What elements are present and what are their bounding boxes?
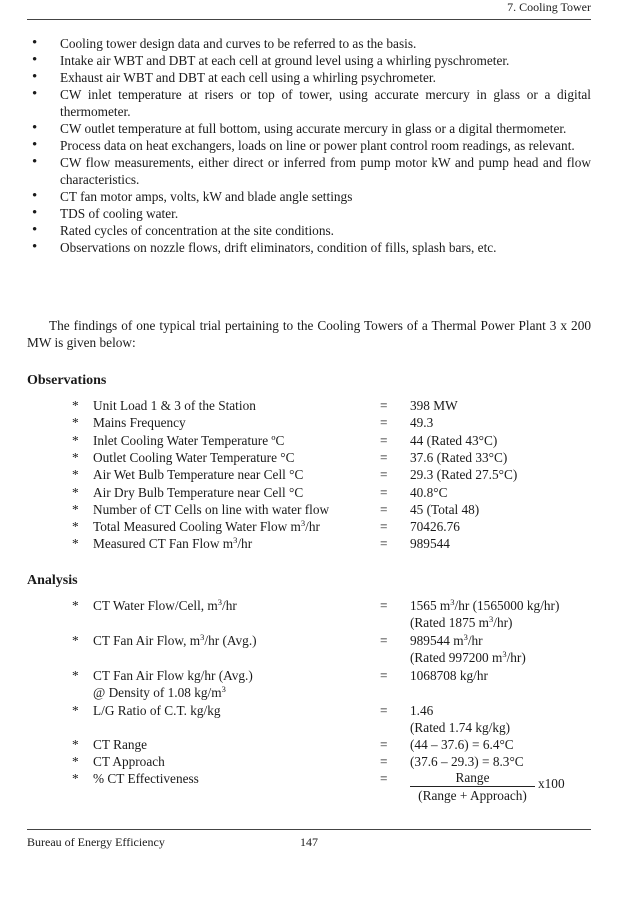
row-value: 1.46 [410, 703, 434, 718]
equals-sign: = [380, 398, 388, 413]
table-row [0, 736, 638, 753]
table-row [0, 649, 638, 666]
asterisk-marker: * [72, 398, 79, 413]
asterisk-marker: * [72, 771, 79, 786]
row-value: 37.6 (Rated 33°C) [410, 449, 508, 465]
equals-sign: = [380, 598, 388, 613]
table-row [0, 684, 638, 701]
table-row [0, 414, 638, 431]
table-row [0, 614, 638, 631]
row-label: Air Dry Bulb Temperature near Cell °C [93, 484, 304, 500]
observations-heading: Observations [27, 373, 107, 388]
asterisk-marker: * [72, 467, 79, 483]
equals-sign: = [380, 771, 388, 786]
row-label: Air Wet Bulb Temperature near Cell °C [93, 467, 304, 483]
asterisk-marker: * [72, 668, 79, 683]
footer-organization: Bureau of Energy Efficiency [27, 835, 165, 849]
rated-value: (Rated 1875 $m^3/hr$) [410, 614, 513, 630]
list-item: • Process data on heat exchangers, loads on line or power plant control room readings, as relevant. [32, 137, 575, 153]
row-value: 989544 [410, 536, 450, 552]
bullet-icon: • [32, 205, 38, 221]
equals-sign: = [380, 754, 388, 769]
row-label: CT Water Flow/Cell, $m^3/hr$ [93, 597, 237, 613]
bullet-icon: • [32, 35, 38, 51]
row-label: Total Measured Cooling Water Flow $m^3/hr$ [93, 518, 320, 535]
asterisk-marker: * [72, 484, 79, 500]
row-value: 398 MW [410, 398, 458, 413]
table-row [0, 518, 638, 535]
equals-sign: = [380, 484, 388, 500]
row-label: CT Fan Air Flow, $m^3/hr$ (Avg.) [93, 632, 257, 648]
table-row [0, 466, 638, 483]
equals-sign: = [380, 467, 388, 483]
table-row [0, 397, 638, 414]
asterisk-marker: * [72, 519, 79, 535]
row-label: Unit Load 1 & 3 of the Station [93, 398, 256, 413]
asterisk-marker: * [72, 633, 79, 648]
asterisk-marker: * [72, 432, 79, 448]
equals-sign: = [380, 703, 388, 718]
bullet-icon: • [32, 222, 38, 238]
equals-sign: = [380, 633, 388, 648]
equals-sign: = [380, 415, 388, 431]
intro-paragraph: The findings of one typical trial pertaining to the Cooling Towers of a Thermal Power Plant 3 x 200 MW is given below: [27, 318, 591, 350]
measurement-bullet-list [27, 35, 591, 256]
row-label: L/G Ratio of C.T. kg/kg [93, 703, 221, 718]
row-value: (37.6 – 29.3) = 8.3°C [410, 754, 524, 769]
bullet-icon: • [32, 120, 38, 136]
row-sublabel: @ Density of 1.08 $kg/m^3$ [93, 684, 226, 700]
row-value: 45 (Total 48) [410, 501, 480, 517]
asterisk-marker: * [72, 415, 79, 431]
table-row [0, 719, 638, 736]
table-row [0, 632, 638, 649]
table-row [0, 702, 638, 719]
bullet-icon: • [32, 69, 38, 85]
row-label: Outlet Cooling Water Temperature °C [93, 449, 295, 465]
row-label: Inlet Cooling Water Temperature ºC [93, 432, 285, 448]
equals-sign: = [380, 536, 388, 552]
table-row [0, 597, 638, 614]
row-value: 70426.76 [410, 519, 460, 535]
list-item: • Cooling tower design data and curves to be referred to as the basis. [32, 35, 417, 51]
row-label: CT Range [93, 737, 148, 752]
equals-sign: = [380, 432, 388, 448]
equals-sign: = [380, 668, 388, 683]
row-value: 1565 $m^3/hr$ (1565000 kg/hr) [410, 597, 560, 613]
list-item: • CW outlet temperature at full bottom, using accurate mercury in glass or a digital thermometer. [32, 120, 567, 136]
asterisk-marker: * [72, 737, 79, 752]
list-item: • Observations on nozzle flows, drift eliminators, condition of fills, splash bars, etc. [32, 239, 497, 255]
table-row [0, 432, 638, 449]
equals-sign: = [380, 519, 388, 535]
rated-value: (Rated 997200 $m^3/hr$) [410, 649, 526, 665]
list-item: • CW flow measurements, either direct or inferred from pump motor kW and pump head and flow characteristics. [32, 154, 591, 187]
asterisk-marker: * [72, 598, 79, 613]
row-value: 989544 $m^3/hr$ [410, 632, 483, 648]
row-value: 29.3 (Rated 27.5°C) [410, 467, 518, 483]
asterisk-marker: * [72, 754, 79, 769]
bullet-icon: • [32, 86, 38, 102]
page-number: 147 [300, 835, 318, 849]
row-label: Number of CT Cells on line with water flow [93, 501, 330, 517]
row-value: 1068708 kg/hr [410, 668, 488, 683]
bullet-icon: • [32, 52, 38, 68]
list-item: • Exhaust air WBT and DBT at each cell using a whirling psychrometer. [32, 69, 436, 85]
asterisk-marker: * [72, 501, 79, 517]
running-header-title: 7. Cooling Tower [507, 0, 591, 14]
table-row [0, 753, 638, 770]
analysis-heading: Analysis [27, 573, 78, 588]
rated-value: (Rated 1.74 kg/kg) [410, 720, 511, 735]
row-value: 40.8°C [410, 484, 448, 500]
list-item: • Rated cycles of concentration at the site conditions. [32, 222, 334, 238]
fraction-denominator: (Range + Approach) [418, 788, 527, 803]
row-label: CT Approach [93, 754, 165, 769]
row-label: Mains Frequency [93, 415, 186, 431]
equals-sign: = [380, 449, 388, 465]
row-value: (44 – 37.6) = 6.4°C [410, 737, 514, 752]
header-rule [27, 19, 591, 20]
footer-rule [27, 829, 591, 830]
effectiveness-fraction [410, 769, 535, 804]
bullet-icon: • [32, 239, 38, 255]
equals-sign: = [380, 501, 388, 517]
list-item: • Intake air WBT and DBT at each cell at ground level using a whirling pyschrometer. [32, 52, 510, 68]
table-row [0, 667, 638, 684]
row-value: 49.3 [410, 415, 434, 431]
row-value: 44 (Rated 43°C) [410, 432, 498, 448]
asterisk-marker: * [72, 536, 79, 552]
row-label: CT Fan Air Flow kg/hr (Avg.) [93, 668, 253, 683]
table-row [0, 535, 638, 552]
asterisk-marker: * [72, 449, 79, 465]
list-item: • TDS of cooling water. [32, 205, 179, 221]
multiplier-text: x100 [538, 776, 565, 791]
table-row [0, 501, 638, 518]
row-label: % CT Effectiveness [93, 771, 199, 786]
list-item: • CW inlet temperature at risers or top of tower, using accurate mercury in glass or a digital thermometer. [32, 86, 591, 119]
bullet-icon: • [32, 188, 38, 204]
row-label: Measured CT Fan Flow $m^3/hr$ [93, 535, 253, 552]
bullet-icon: • [32, 137, 38, 153]
equals-sign: = [380, 737, 388, 752]
bullet-icon: • [32, 154, 38, 170]
list-item: • CT fan motor amps, volts, kW and blade angle settings [32, 188, 353, 204]
asterisk-marker: * [72, 703, 79, 718]
table-row [0, 484, 638, 501]
table-row [0, 449, 638, 466]
fraction-numerator: Range [410, 769, 535, 787]
